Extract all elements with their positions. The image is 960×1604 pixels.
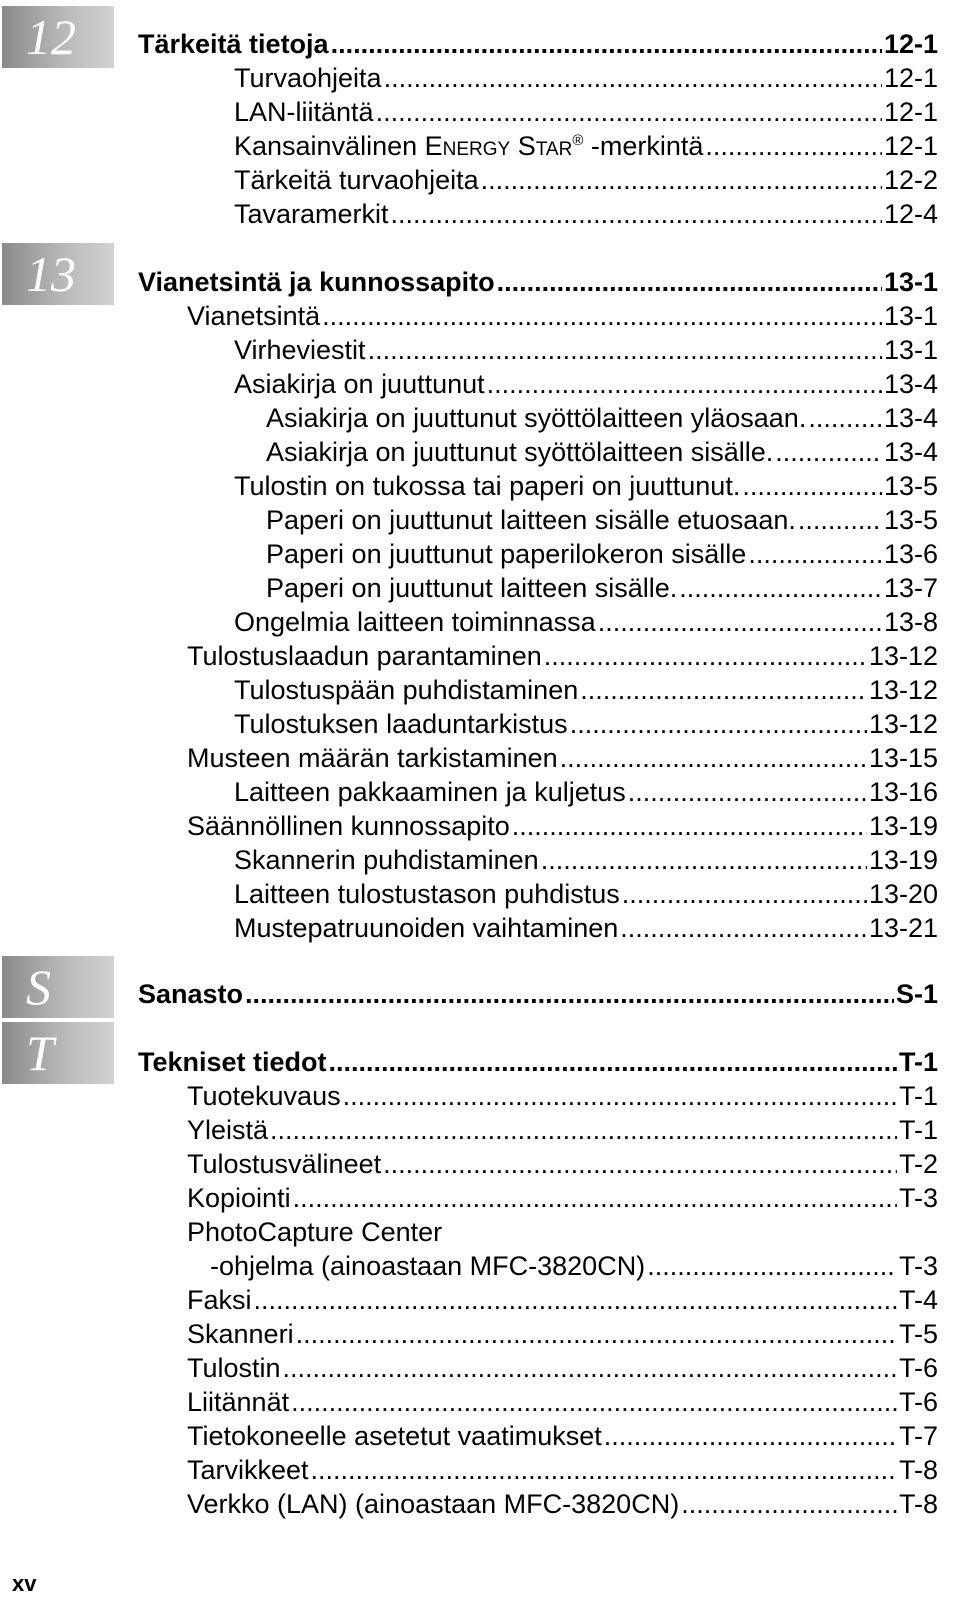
toc-page: T-8 xyxy=(898,1455,938,1485)
chapter-tab-12: 12 xyxy=(2,6,114,68)
toc-entry[interactable] xyxy=(187,1113,938,1147)
toc-entry[interactable] xyxy=(234,333,938,367)
toc-label: Yleistä xyxy=(187,1115,269,1145)
toc-entry[interactable] xyxy=(266,571,938,605)
toc-entry[interactable] xyxy=(187,299,938,333)
toc-label: Vianetsintä xyxy=(187,301,321,331)
toc-chapter-13[interactable] xyxy=(138,265,938,299)
chapter-tab-s: S xyxy=(2,956,114,1018)
toc-entry[interactable] xyxy=(266,503,938,537)
toc-label: Laitteen pakkaaminen ja kuljetus xyxy=(234,777,626,807)
toc-label: Tuotekuvaus xyxy=(187,1081,341,1111)
toc-label: Paperi on juuttunut paperilokeron sisälle xyxy=(266,539,747,569)
toc-page: 13-19 xyxy=(868,845,938,875)
toc-page: T-1 xyxy=(898,1047,938,1077)
toc-entry[interactable] xyxy=(234,877,938,911)
toc-entry[interactable] xyxy=(187,1453,938,1487)
toc-label: -ohjelma (ainoastaan MFC-3820CN) xyxy=(210,1251,646,1281)
toc-page: 13-7 xyxy=(883,573,938,603)
toc-page: 13-5 xyxy=(883,505,938,535)
toc-page: 13-6 xyxy=(883,539,938,569)
toc-entry[interactable] xyxy=(187,1147,938,1181)
toc-entry[interactable] xyxy=(266,401,938,435)
toc-page: 13-4 xyxy=(883,437,938,467)
toc-entry[interactable] xyxy=(187,639,938,673)
toc-entry[interactable] xyxy=(234,605,938,639)
toc-page: 13-8 xyxy=(883,607,938,637)
toc-label: Tulostuspään puhdistaminen xyxy=(234,675,579,705)
toc-title: Tekniset tiedot xyxy=(138,1047,327,1077)
toc-entry[interactable] xyxy=(234,61,938,95)
toc-chapter-s[interactable] xyxy=(138,977,938,1011)
toc-entry[interactable] xyxy=(234,707,938,741)
toc-entry[interactable] xyxy=(187,1385,938,1419)
toc-label: Asiakirja on juuttunut syöttölaitteen sisälle. xyxy=(266,437,774,467)
toc-label: Turvaohjeita xyxy=(234,63,382,93)
toc-entry[interactable] xyxy=(187,1283,938,1317)
toc-label: Tulostin on tukossa tai paperi on juuttunut. xyxy=(234,471,741,501)
toc-label: Tulostin xyxy=(187,1353,281,1383)
toc-page: S-1 xyxy=(895,979,938,1009)
toc-entry[interactable] xyxy=(187,1317,938,1351)
toc-page: 13-1 xyxy=(883,267,938,297)
toc-page: 13-19 xyxy=(868,811,938,841)
toc-entry[interactable] xyxy=(187,809,938,843)
toc-entry[interactable] xyxy=(266,435,938,469)
toc-page: 13-21 xyxy=(868,913,938,943)
toc-title: Sanasto xyxy=(138,979,244,1009)
page-number: xv xyxy=(12,1571,37,1596)
toc-title: Tärkeitä tietoja xyxy=(138,29,329,59)
toc-label: Tärkeitä turvaohjeita xyxy=(234,165,479,195)
toc-label: Säännöllinen kunnossapito xyxy=(187,811,510,841)
toc-page: T-4 xyxy=(898,1285,938,1315)
toc-title: Vianetsintä ja kunnossapito xyxy=(138,267,495,297)
toc-entry[interactable] xyxy=(187,1487,938,1521)
toc-entry-heading[interactable]: PhotoCapture Center xyxy=(187,1217,443,1247)
toc-entry[interactable] xyxy=(187,1351,938,1385)
toc-entry[interactable] xyxy=(234,129,938,163)
toc-entry[interactable] xyxy=(266,537,938,571)
toc-page: 13-12 xyxy=(868,675,938,705)
toc-page: 13-15 xyxy=(868,743,938,773)
toc-page: 12-2 xyxy=(883,165,938,195)
toc-label: Mustepatruunoiden vaihtaminen xyxy=(234,913,619,943)
toc-entry[interactable] xyxy=(234,95,938,129)
toc-page: 12-4 xyxy=(883,199,938,229)
toc-label: LAN-liitäntä xyxy=(234,97,374,127)
toc-page: T-1 xyxy=(898,1081,938,1111)
toc-page: 12-1 xyxy=(883,131,938,161)
toc-label: Tarvikkeet xyxy=(187,1455,309,1485)
toc-entry[interactable] xyxy=(187,1079,938,1113)
toc-label: Liitännät xyxy=(187,1387,290,1417)
toc-page: 13-12 xyxy=(868,641,938,671)
toc-page: T-3 xyxy=(898,1251,938,1281)
toc-entry[interactable] xyxy=(234,775,938,809)
toc-label: Skanneri xyxy=(187,1319,294,1349)
toc-entry[interactable] xyxy=(187,1419,938,1453)
toc-page: 13-4 xyxy=(883,369,938,399)
toc-entry[interactable] xyxy=(234,197,938,231)
toc-label: Laitteen tulostustason puhdistus xyxy=(234,879,620,909)
toc-entry[interactable] xyxy=(210,1249,938,1283)
toc-label: Skannerin puhdistaminen xyxy=(234,845,539,875)
toc-label: Paperi on juuttunut laitteen sisälle. xyxy=(266,573,678,603)
toc-page: T-3 xyxy=(898,1183,938,1213)
toc-label: Tietokoneelle asetetut vaatimukset xyxy=(187,1421,602,1451)
toc-page: 13-20 xyxy=(868,879,938,909)
toc-label: Paperi on juuttunut laitteen sisälle etuosaan. xyxy=(266,505,796,535)
toc-label: Tulostusvälineet xyxy=(187,1149,382,1179)
toc-entry[interactable] xyxy=(234,843,938,877)
toc-page: 13-1 xyxy=(883,335,938,365)
toc-entry[interactable] xyxy=(234,469,938,503)
toc-page: 13-16 xyxy=(868,777,938,807)
toc-entry[interactable] xyxy=(234,163,938,197)
toc-label: Virheviestit xyxy=(234,335,366,365)
toc-label: Asiakirja on juuttunut syöttölaitteen yläosaan. xyxy=(266,403,807,433)
chapter-tab-13: 13 xyxy=(2,243,114,305)
toc-entry[interactable] xyxy=(234,911,938,945)
toc-page: T-2 xyxy=(898,1149,938,1179)
toc-label: Tulostuslaadun parantaminen xyxy=(187,641,542,671)
toc-entry[interactable] xyxy=(187,1181,938,1215)
toc-label: Ongelmia laitteen toiminnassa xyxy=(234,607,596,637)
toc-page: 13-5 xyxy=(883,471,938,501)
toc-label: Asiakirja on juuttunut xyxy=(234,369,485,399)
toc-chapter-12[interactable] xyxy=(138,27,938,61)
chapter-tab-t: T xyxy=(2,1022,114,1084)
toc-page: 12-1 xyxy=(883,29,938,59)
toc-page: T-6 xyxy=(898,1387,938,1417)
toc-page: 13-1 xyxy=(883,301,938,331)
toc-label: Musteen määrän tarkistaminen xyxy=(187,743,558,773)
toc-entry[interactable] xyxy=(234,673,938,707)
toc-page: T-6 xyxy=(898,1353,938,1383)
toc-label: Kansainvälinen Energy Star® -merkintä xyxy=(234,131,704,161)
toc-page: T-7 xyxy=(898,1421,938,1451)
toc-entry[interactable] xyxy=(187,741,938,775)
toc-page: T-5 xyxy=(898,1319,938,1349)
toc-label: Tavaramerkit xyxy=(234,199,389,229)
toc-page: T-8 xyxy=(898,1489,938,1519)
toc-page: 12-1 xyxy=(883,97,938,127)
toc-page: T-1 xyxy=(898,1115,938,1145)
toc-label: Tulostuksen laaduntarkistus xyxy=(234,709,568,739)
toc-label: Faksi xyxy=(187,1285,252,1315)
toc-label: Kopiointi xyxy=(187,1183,291,1213)
toc-page: 12-1 xyxy=(883,63,938,93)
toc-page: 13-4 xyxy=(883,403,938,433)
toc-page: 13-12 xyxy=(868,709,938,739)
toc-entry[interactable] xyxy=(234,367,938,401)
toc-label: Verkko (LAN) (ainoastaan MFC-3820CN) xyxy=(187,1489,680,1519)
toc-chapter-t[interactable] xyxy=(138,1045,938,1079)
